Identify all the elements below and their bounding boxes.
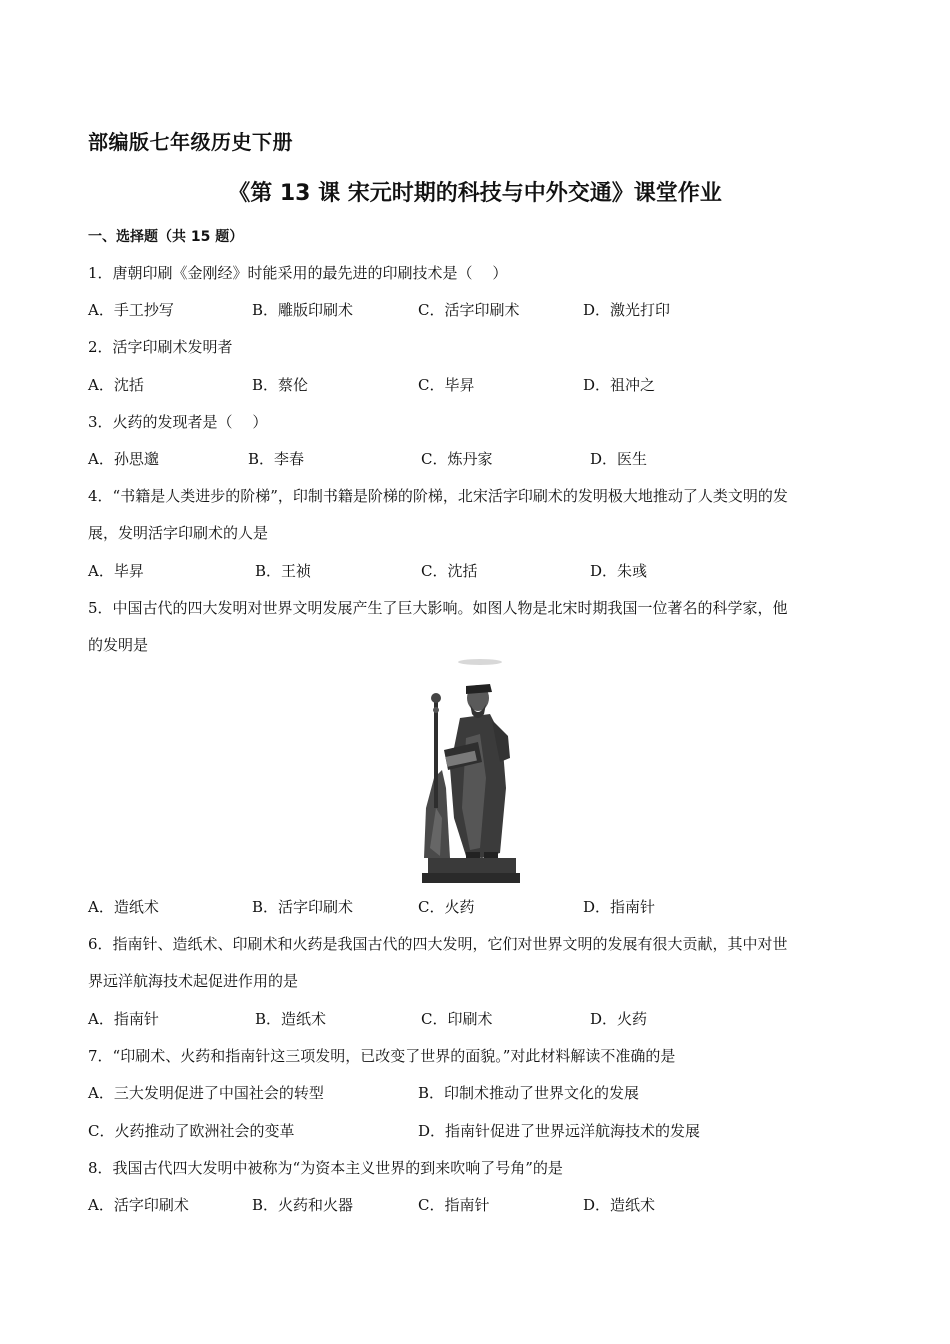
question-2-option-d: D．祖冲之 xyxy=(583,376,656,394)
question-2-option-c: C．毕昇 xyxy=(418,376,475,394)
question-4-option-d: D．朱彧 xyxy=(590,562,648,580)
question-1-option-b: B．雕版印刷术 xyxy=(252,301,354,319)
question-1-option-a: A．手工抄写 xyxy=(88,301,174,319)
question-5-option-d: D．指南针 xyxy=(583,898,656,916)
question-3-option-c: C．炼丹家 xyxy=(421,450,493,468)
section-heading: 一、选择题（共 15 题） xyxy=(88,229,244,245)
question-7-option-d: D．指南针促进了世界远洋航海技术的发展 xyxy=(418,1122,701,1140)
question-5-option-c: C．火药 xyxy=(418,898,475,916)
question-7-stem: 7．“印刷术、火药和指南针这三项发明，已改变了世界的面貌。”对此材料解读不准确的是 xyxy=(88,1047,676,1065)
question-2-option-b: B．蔡伦 xyxy=(252,376,309,394)
question-3-stem: 3．火药的发现者是（ ） xyxy=(88,413,268,431)
document-title: 《第 13 课 宋元时期的科技与中外交通》课堂作业 xyxy=(228,181,722,206)
question-3-option-b: B．李春 xyxy=(248,450,305,468)
question-1-option-d: D．激光打印 xyxy=(583,301,671,319)
question-4-option-b: B．王祯 xyxy=(255,562,312,580)
question-6-stem-line-2: 界远洋航海技术起促进作用的是 xyxy=(88,972,299,990)
question-7-option-b: B．印制术推动了世界文化的发展 xyxy=(418,1084,640,1102)
question-1-stem: 1．唐朝印刷《金刚经》时能采用的最先进的印刷技术是（ ） xyxy=(88,264,508,282)
question-6-option-b: B．造纸术 xyxy=(255,1010,327,1028)
question-8-option-a: A．活字印刷术 xyxy=(88,1196,189,1214)
question-5-stem-line-1: 5．中国古代的四大发明对世界文明发展产生了巨大影响。如图人物是北宋时期我国一位著名的科学家，他 xyxy=(88,599,788,617)
question-4-option-c: C．沈括 xyxy=(421,562,478,580)
question-6-option-c: C．印刷术 xyxy=(421,1010,493,1028)
question-5-option-a: A．造纸术 xyxy=(88,898,159,916)
question-5-stem-line-2: 的发明是 xyxy=(88,636,149,654)
document-header: 部编版七年级历史下册 xyxy=(88,130,293,154)
question-7-option-a: A．三大发明促进了中国社会的转型 xyxy=(88,1084,324,1102)
question-6-option-a: A．指南针 xyxy=(88,1010,159,1028)
question-7-option-c: C．火药推动了欧洲社会的变革 xyxy=(88,1122,295,1140)
question-6-stem-line-1: 6．指南针、造纸术、印刷术和火药是我国古代的四大发明，它们对世界文明的发展有很大贡献，其中对世 xyxy=(88,935,788,953)
question-8-option-d: D．造纸术 xyxy=(583,1196,656,1214)
question-1-option-c: C．活字印刷术 xyxy=(418,301,520,319)
question-8-option-c: C．指南针 xyxy=(418,1196,490,1214)
question-3-option-d: D．医生 xyxy=(590,450,648,468)
question-2-option-a: A．沈括 xyxy=(88,376,144,394)
question-8-option-b: B．火药和火器 xyxy=(252,1196,354,1214)
question-8-stem: 8．我国古代四大发明中被称为“为资本主义世界的到来吹响了号角”的是 xyxy=(88,1159,563,1177)
question-2-stem: 2．活字印刷术发明者 xyxy=(88,338,233,356)
question-4-stem-line-2: 展，发明活字印刷术的人是 xyxy=(88,524,269,542)
scientist-statue-image xyxy=(420,658,525,883)
question-5-option-b: B．活字印刷术 xyxy=(252,898,354,916)
question-4-stem-line-1: 4．“书籍是人类进步的阶梯”，印制书籍是阶梯的阶梯，北宋活字印刷术的发明极大地推动了人类文明的发 xyxy=(88,487,788,505)
question-4-option-a: A．毕昇 xyxy=(88,562,144,580)
question-6-option-d: D．火药 xyxy=(590,1010,648,1028)
question-3-option-a: A．孙思邈 xyxy=(88,450,159,468)
